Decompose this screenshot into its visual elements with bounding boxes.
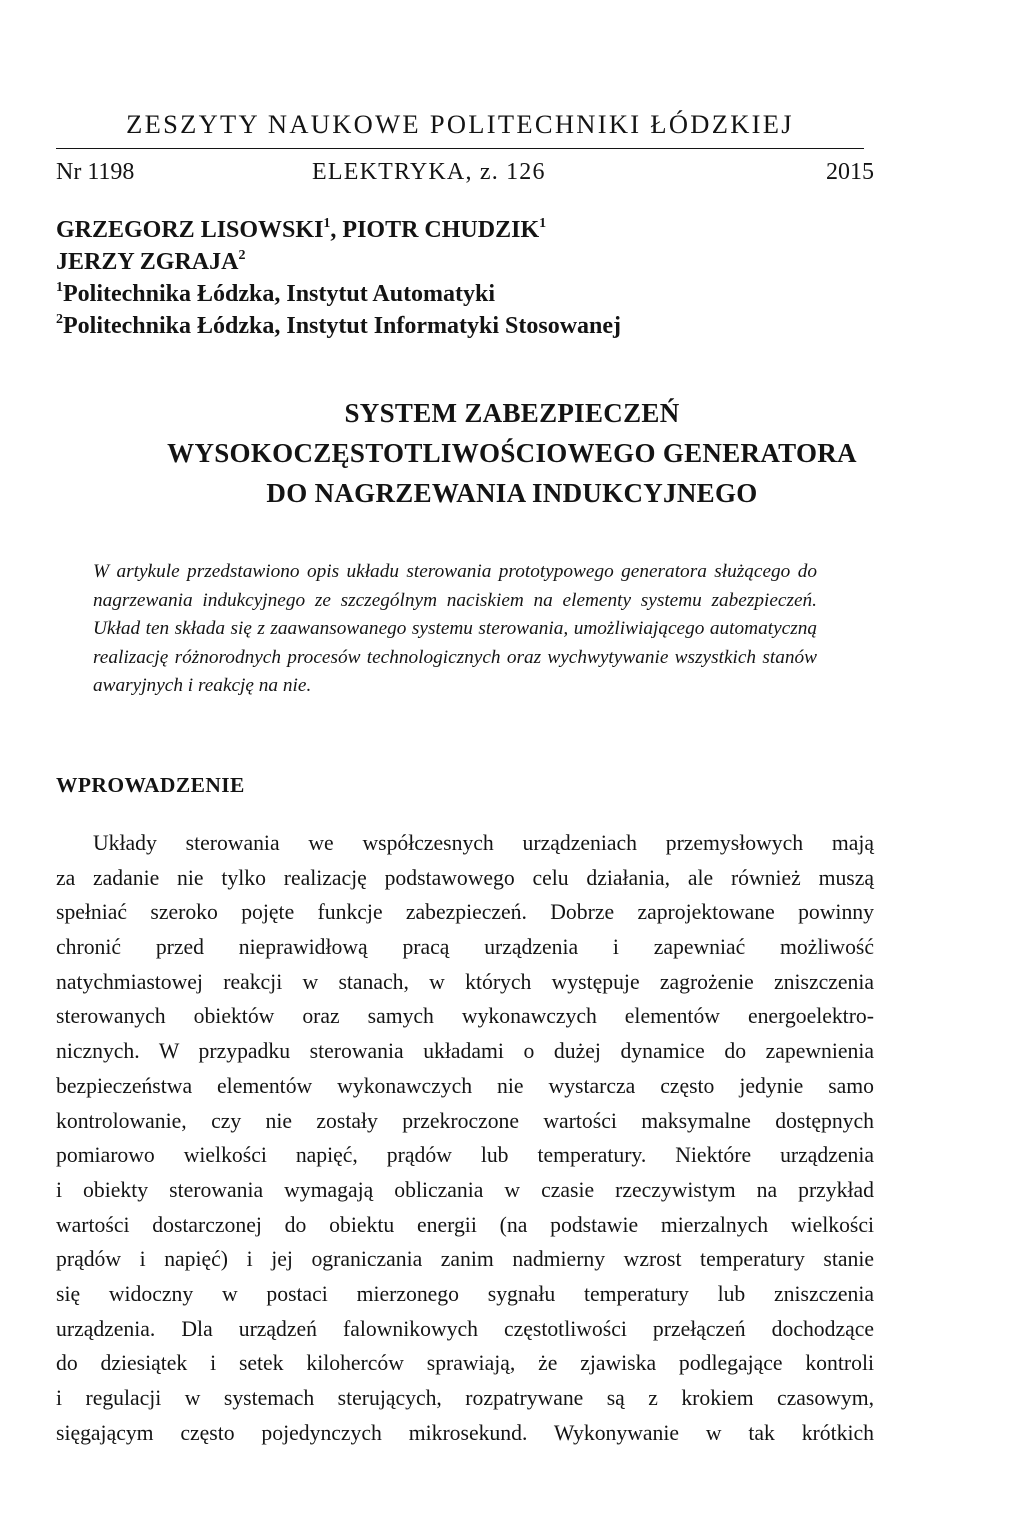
author-name: PIOTR CHUDZIK	[342, 217, 540, 243]
affiliation-marker: 2	[238, 248, 246, 263]
affiliation-2	[56, 310, 916, 342]
text-line: za zadanie nie tylko realizację podstawowego celu działania, ale również muszą	[56, 865, 874, 890]
author-name: JERZY ZGRAJA	[56, 249, 239, 275]
text-line: chronić przed nieprawidłową pracą urządzenia i zapewniać możliwość	[56, 935, 874, 960]
title-line: DO NAGRZEWANIA INDUKCYJNEGO	[266, 478, 758, 508]
issue-year: 2015	[826, 159, 874, 185]
text-line: sterowanych obiektów oraz samych wykonawczych elementów energoelektro-	[56, 1004, 874, 1029]
text-line: Układy sterowania we współczesnych urządzeniach przemysłowych mają	[93, 831, 874, 855]
text-line: pomiarowo wielkości napięć, prądów lub temperatury. Niektóre urządzenia	[56, 1143, 874, 1168]
journal-title: ZESZYTY NAUKOWE POLITECHNIKI ŁÓDZKIEJ	[126, 109, 794, 139]
author-name: GRZEGORZ LISOWSKI	[56, 217, 324, 243]
body-text	[56, 826, 874, 1450]
text-line: spełniać szeroko pojęte funkcje zabezpieczeń. Dobrze zaprojektowane powinny	[56, 900, 874, 925]
affiliation-marker: 1	[539, 216, 547, 231]
affiliation-text: Politechnika Łódzka, Instytut Informatyki Stosowanej	[63, 313, 622, 339]
affiliation-number: 1	[56, 280, 63, 295]
text-line: i regulacji w systemach sterujących, rozpatrywane są z krokiem czasowym,	[56, 1386, 874, 1410]
issue-number: Nr 1198	[56, 159, 135, 185]
series-volume: ELEKTRYKA, z. 126	[312, 159, 546, 185]
header-rule	[56, 148, 864, 149]
text-line: się widoczny w postaci mierzonego sygnału temperatury lub zniszczenia	[56, 1281, 874, 1306]
text-line: wartości dostarczonej do obiektu energii (na podstawie mierzalnych wielkości	[56, 1212, 874, 1237]
abstract: W artykule przedstawiono opis układu sterowania prototypowego generatora służącego do nagrzewania indukcyjnego ze szczególnym naciskiem na elementy systemu zabezpieczeń. Układ ten składa się z zaawansowanego systemu sterowania, umożliwiającego automatyczną realizację różnorodnych procesów technologicznych oraz wychwytywanie wszystkich stanów awaryjnych i reakcję na nie.	[93, 561, 817, 697]
author-line-2	[56, 246, 916, 278]
text-line: nicznych. W przypadku sterowania układami o dużej dynamice do zapewnienia	[56, 1039, 874, 1064]
text-line: sięgającym często pojedynczych mikrosekund. Wykonywanie w tak krótkich	[56, 1420, 874, 1445]
title-line: WYSOKOCZĘSTOTLIWOŚCIOWEGO GENERATORA	[167, 438, 857, 468]
author-block	[56, 214, 916, 342]
text-line: do dziesiątek i setek kiloherców sprawiają, że zjawiska podlegające kontroli	[56, 1351, 874, 1376]
text-line: kontrolowanie, czy nie zostały przekroczone wartości maksymalne dostępnych	[56, 1108, 874, 1133]
author-line-1	[56, 214, 916, 246]
text-line: prądów i napięć) i jej ograniczania zanim nadmierny wzrost temperatury stanie	[56, 1247, 874, 1272]
affiliation-text: Politechnika Łódzka, Instytut Automatyki	[63, 281, 496, 307]
author-separator: ,	[330, 217, 343, 243]
affiliation-1	[56, 278, 916, 310]
affiliation-number: 2	[56, 312, 63, 327]
text-line: bezpieczeństwa elementów wykonawczych nie wystarcza często jedynie samo	[56, 1073, 874, 1098]
affiliation-marker: 1	[323, 216, 331, 231]
paper-title	[40, 393, 984, 513]
issue-line	[56, 155, 874, 189]
text-line: urządzenia. Dla urządzeń falownikowych częstotliwości przełączeń dochodzące	[56, 1316, 874, 1341]
text-line: i obiekty sterowania wymagają obliczania w czasie rzeczywistym na przykład	[56, 1177, 874, 1202]
section-heading: WPROWADZENIE	[56, 773, 245, 797]
text-line: natychmiastowej reakcji w stanach, w których występuje zagrożenie zniszczenia	[56, 969, 874, 994]
title-line: SYSTEM ZABEZPIECZEŃ	[344, 398, 680, 428]
